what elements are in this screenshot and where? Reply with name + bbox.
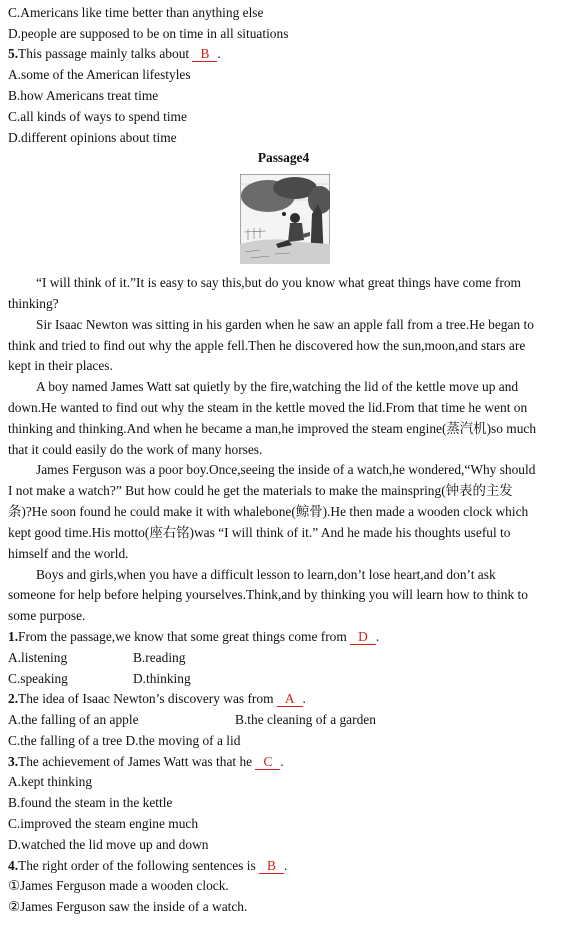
q2-option-a: A.the falling of an apple (8, 712, 139, 727)
q3-stem-text: The achievement of James Watt was that he (18, 754, 253, 769)
paragraph-3-line-3: thinking and thinking.And when he became a man,he improved the steam engine(蒸汽机)so much (8, 421, 537, 436)
q3-stem: 3.The achievement of James Watt was that he C . (8, 754, 284, 769)
q3-number: 3. (8, 754, 19, 769)
q2-number: 2. (8, 691, 19, 706)
q1-option-d: D.thinking (133, 671, 191, 686)
q1-stem: 1.From the passage,we know that some great things come from D . (8, 629, 380, 644)
q4-option-d: D.people are supposed to be on time in all situations (8, 26, 289, 41)
q4-sentence-2: ②James Ferguson saw the inside of a watch. (8, 899, 248, 914)
paragraph-4-line-5: himself and the world. (8, 546, 129, 561)
paragraph-4-line-4: kept good time.His motto(座右铭)was “I will think of it.” And he made his thoughts useful to (8, 525, 511, 540)
q3-option-b: B.found the steam in the kettle (8, 795, 173, 810)
paragraph-3-line-1: A boy named James Watt sat quietly by the fire,watching the lid of the kettle move up and (36, 379, 519, 394)
q5-option-d: D.different opinions about time (8, 130, 177, 145)
passage-title: Passage4 (257, 150, 310, 165)
paragraph-1-line-1: “I will think of it.”It is easy to say this,but do you know what great things have come from (36, 275, 521, 290)
q5-end: . (217, 46, 221, 61)
q2-options-row-1 (8, 711, 561, 728)
q2-options-row-2: C.the falling of a tree D.the moving of a lid (8, 733, 241, 748)
q5-option-b: B.how Americans treat time (8, 88, 159, 103)
q5-option-c: C.all kinds of ways to spend time (8, 109, 187, 124)
q4-option-c: C.Americans like time better than anything else (8, 5, 264, 20)
paragraph-1-line-2: thinking? (8, 296, 59, 311)
paragraph-3-line-2: down.He wanted to find out why the steam in the kettle moved the lid.From that time he went on (8, 400, 528, 415)
paragraph-4-line-1: James Ferguson was a poor boy.Once,seeing the inside of a watch,he wondered,“Why should (36, 462, 536, 477)
q1-options-row-1 (8, 649, 561, 666)
q1-answer: D (350, 630, 376, 645)
q1-options-row-2 (8, 670, 561, 687)
paragraph-4-line-3: 条)?He soon found he could make it with whalebone(鲸骨).He then made a wooden clock which (8, 504, 529, 519)
q4-stem: 4.The right order of the following sentences is B . (8, 858, 288, 873)
q3-option-c: C.improved the steam engine much (8, 816, 199, 831)
q1-option-b: B.reading (133, 650, 186, 665)
q4-stem-text: The right order of the following sentences is (18, 858, 256, 873)
q1-option-a: A.listening (8, 650, 68, 665)
q5-stem-text: This passage mainly talks about (18, 46, 190, 61)
paragraph-5-line-1: Boys and girls,when you have a difficult lesson to learn,don’t lose heart,and don’t ask (36, 567, 496, 582)
paragraph-2-line-3: kept in their places. (8, 358, 113, 373)
q2-answer: A (277, 692, 303, 707)
q3-option-d: D.watched the lid move up and down (8, 837, 209, 852)
paragraph-2-line-2: think and tried to find out why the apple fell.Then he discovered how the sun,moon,and stars are (8, 338, 526, 353)
q5-stem (8, 45, 561, 62)
q5-option-a: A.some of the American lifestyles (8, 67, 191, 82)
paragraph-4-line-2: I not make a watch?” But how could he get the materials to make the mainspring(钟表的主发 (8, 483, 513, 498)
q4-answer: B (259, 859, 284, 874)
paragraph-5-line-3: some purpose. (8, 608, 86, 623)
q2-stem: 2.The idea of Isaac Newton’s discovery was from A . (8, 691, 306, 706)
paragraph-3-line-4: that it could easily do the work of many horses. (8, 442, 263, 457)
q5-answer: B (192, 47, 217, 62)
paragraph-2-line-1: Sir Isaac Newton was sitting in his garden when he saw an apple fall from a tree.He began to (36, 317, 534, 332)
q1-option-c: C.speaking (8, 671, 68, 686)
q4-sentence-1: ①James Ferguson made a wooden clock. (8, 878, 229, 893)
q5-number: 5. (8, 46, 19, 61)
q4-number: 4. (8, 858, 19, 873)
q2-option-b: B.the cleaning of a garden (235, 712, 376, 727)
q3-answer: C (255, 755, 280, 770)
q2-stem-text: The idea of Isaac Newton’s discovery was from (18, 691, 274, 706)
newton-apple-tree-illustration (240, 174, 330, 264)
q3-option-a: A.kept thinking (8, 774, 93, 789)
q1-stem-text: From the passage,we know that some great things come from (18, 629, 347, 644)
q1-number: 1. (8, 629, 19, 644)
paragraph-5-line-2: someone for help before helping yourselves.Think,and by thinking you will learn how to think to (8, 587, 528, 602)
